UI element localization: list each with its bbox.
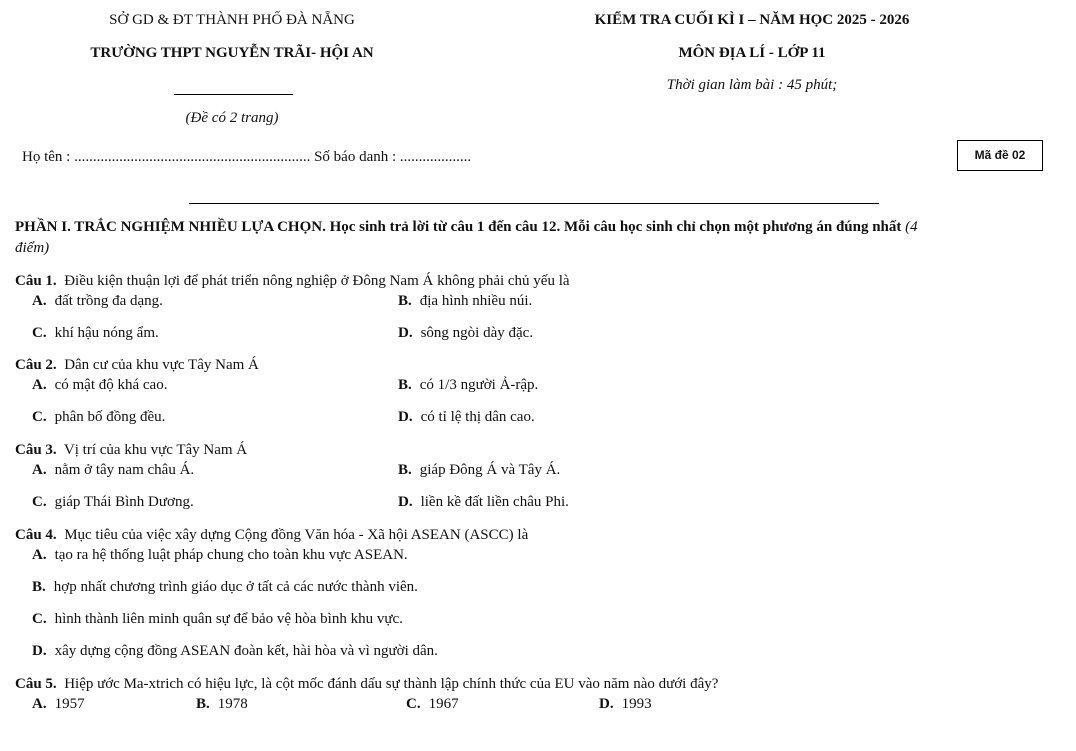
header-divider bbox=[189, 203, 879, 204]
question-label: Câu 5. bbox=[15, 676, 57, 692]
exam-title: KIỂM TRA CUỐI KÌ I – NĂM HỌC 2025 - 2026 bbox=[594, 12, 910, 28]
question-label: Câu 4. bbox=[15, 527, 57, 543]
q1-option-a[interactable] bbox=[32, 293, 163, 310]
q4-option-c[interactable] bbox=[32, 611, 403, 628]
option-letter: B. bbox=[398, 293, 412, 309]
option-text: có tỉ lệ thị dân cao. bbox=[420, 409, 535, 425]
section-title-text: PHẦN I. TRẮC NGHIỆM NHIỀU LỰA CHỌN. Học sinh trả lời từ câu 1 đến câu 12. Mỗi câu học sinh chỉ chọn một phương án đúng nhất bbox=[15, 219, 902, 235]
exam-time: Thời gian làm bài : 45 phút; bbox=[666, 77, 838, 93]
q1-option-c[interactable] bbox=[32, 325, 159, 342]
department-name: SỞ GD & ĐT THÀNH PHỐ ĐÀ NẴNG bbox=[109, 12, 355, 28]
option-letter: D. bbox=[398, 325, 413, 341]
q5-option-a[interactable] bbox=[32, 696, 85, 713]
school-name: TRƯỜNG THPT NGUYỄN TRÃI- HỘI AN bbox=[90, 45, 374, 61]
option-letter: A. bbox=[32, 377, 47, 393]
option-letter: C. bbox=[406, 696, 421, 712]
question-1 bbox=[15, 273, 570, 290]
option-text: hợp nhất chương trình giáo dục ở tất cả các nước thành viên. bbox=[53, 579, 418, 595]
q5-option-d[interactable] bbox=[599, 696, 652, 713]
section-points: (4 bbox=[905, 219, 918, 235]
q3-option-d[interactable] bbox=[398, 494, 569, 511]
option-letter: A. bbox=[32, 696, 47, 712]
question-label: Câu 3. bbox=[15, 442, 57, 458]
option-text: xây dựng cộng đồng ASEAN đoàn kết, hài hòa và vì người dân. bbox=[54, 643, 438, 659]
option-text: 1957 bbox=[54, 696, 85, 712]
option-letter: B. bbox=[398, 377, 412, 393]
question-4 bbox=[15, 527, 528, 544]
question-text: Vị trí của khu vực Tây Nam Á bbox=[63, 442, 248, 458]
option-text: liền kề đất liền châu Phi. bbox=[420, 494, 569, 510]
student-info-line: Họ tên : ............................................................... Số báo danh : ................... bbox=[22, 149, 472, 165]
question-3 bbox=[15, 442, 247, 459]
q2-option-c[interactable] bbox=[32, 409, 165, 426]
option-letter: A. bbox=[32, 547, 47, 563]
subject-title: MÔN ĐỊA LÍ - LỚP 11 bbox=[678, 45, 826, 61]
option-text: giáp Thái Bình Dương. bbox=[54, 494, 194, 510]
option-letter: C. bbox=[32, 611, 47, 627]
q1-option-d[interactable] bbox=[398, 325, 533, 342]
option-text: khí hậu nóng ẩm. bbox=[54, 325, 159, 341]
q3-option-c[interactable] bbox=[32, 494, 194, 511]
option-text: tạo ra hệ thống luật pháp chung cho toàn khu vực ASEAN. bbox=[54, 547, 408, 563]
question-text: Điều kiện thuận lợi để phát triển nông nghiệp ở Đông Nam Á không phải chủ yếu là bbox=[64, 273, 570, 289]
option-letter: C. bbox=[32, 325, 47, 341]
option-text: phân bố đồng đều. bbox=[54, 409, 166, 425]
q1-option-b[interactable] bbox=[398, 293, 532, 310]
q5-option-c[interactable] bbox=[406, 696, 459, 713]
q3-option-b[interactable] bbox=[398, 462, 560, 479]
option-letter: A. bbox=[32, 293, 47, 309]
option-letter: B. bbox=[32, 579, 46, 595]
q5-option-b[interactable] bbox=[196, 696, 248, 713]
section-points-cont: điểm) bbox=[15, 240, 50, 256]
pages-note: (Đề có 2 trang) bbox=[185, 110, 279, 126]
option-letter: C. bbox=[32, 409, 47, 425]
question-2 bbox=[15, 357, 259, 374]
option-letter: C. bbox=[32, 494, 47, 510]
option-text: 1993 bbox=[621, 696, 652, 712]
question-label: Câu 2. bbox=[15, 357, 57, 373]
option-text: giáp Đông Á và Tây Á. bbox=[419, 462, 561, 478]
option-text: hình thành liên minh quân sự để bảo vệ hòa bình khu vực. bbox=[54, 611, 403, 627]
q3-option-a[interactable] bbox=[32, 462, 194, 479]
header-divider-left bbox=[174, 94, 293, 95]
q2-option-b[interactable] bbox=[398, 377, 538, 394]
option-letter: D. bbox=[398, 409, 413, 425]
option-letter: A. bbox=[32, 462, 47, 478]
question-text: Dân cư của khu vực Tây Nam Á bbox=[64, 357, 259, 373]
option-text: 1978 bbox=[217, 696, 248, 712]
option-letter: D. bbox=[32, 643, 47, 659]
option-text: đất trồng đa dạng. bbox=[54, 293, 163, 309]
option-letter: D. bbox=[599, 696, 614, 712]
question-text: Mục tiêu của việc xây dựng Cộng đồng Văn hóa - Xã hội ASEAN (ASCC) là bbox=[64, 527, 529, 543]
question-text: Hiệp ước Ma-xtrich có hiệu lực, là cột mốc đánh dấu sự thành lập chính thức của EU vào năm nào dưới đây? bbox=[64, 676, 719, 692]
exam-code-box: Mã đề 02 bbox=[957, 140, 1043, 171]
option-letter: B. bbox=[196, 696, 210, 712]
q4-option-a[interactable] bbox=[32, 547, 408, 564]
option-letter: B. bbox=[398, 462, 412, 478]
q4-option-d[interactable] bbox=[32, 643, 438, 660]
question-5 bbox=[15, 676, 718, 693]
option-text: nằm ở tây nam châu Á. bbox=[54, 462, 195, 478]
option-text: có mật độ khá cao. bbox=[54, 377, 168, 393]
q2-option-a[interactable] bbox=[32, 377, 167, 394]
option-letter: D. bbox=[398, 494, 413, 510]
q4-option-b[interactable] bbox=[32, 579, 418, 596]
option-text: sông ngòi dày đặc. bbox=[420, 325, 534, 341]
option-text: có 1/3 người Ả-rập. bbox=[419, 377, 539, 393]
option-text: 1967 bbox=[428, 696, 459, 712]
option-text: địa hình nhiều núi. bbox=[419, 293, 533, 309]
question-label: Câu 1. bbox=[15, 273, 57, 289]
section-title bbox=[15, 219, 918, 236]
q2-option-d[interactable] bbox=[398, 409, 535, 426]
